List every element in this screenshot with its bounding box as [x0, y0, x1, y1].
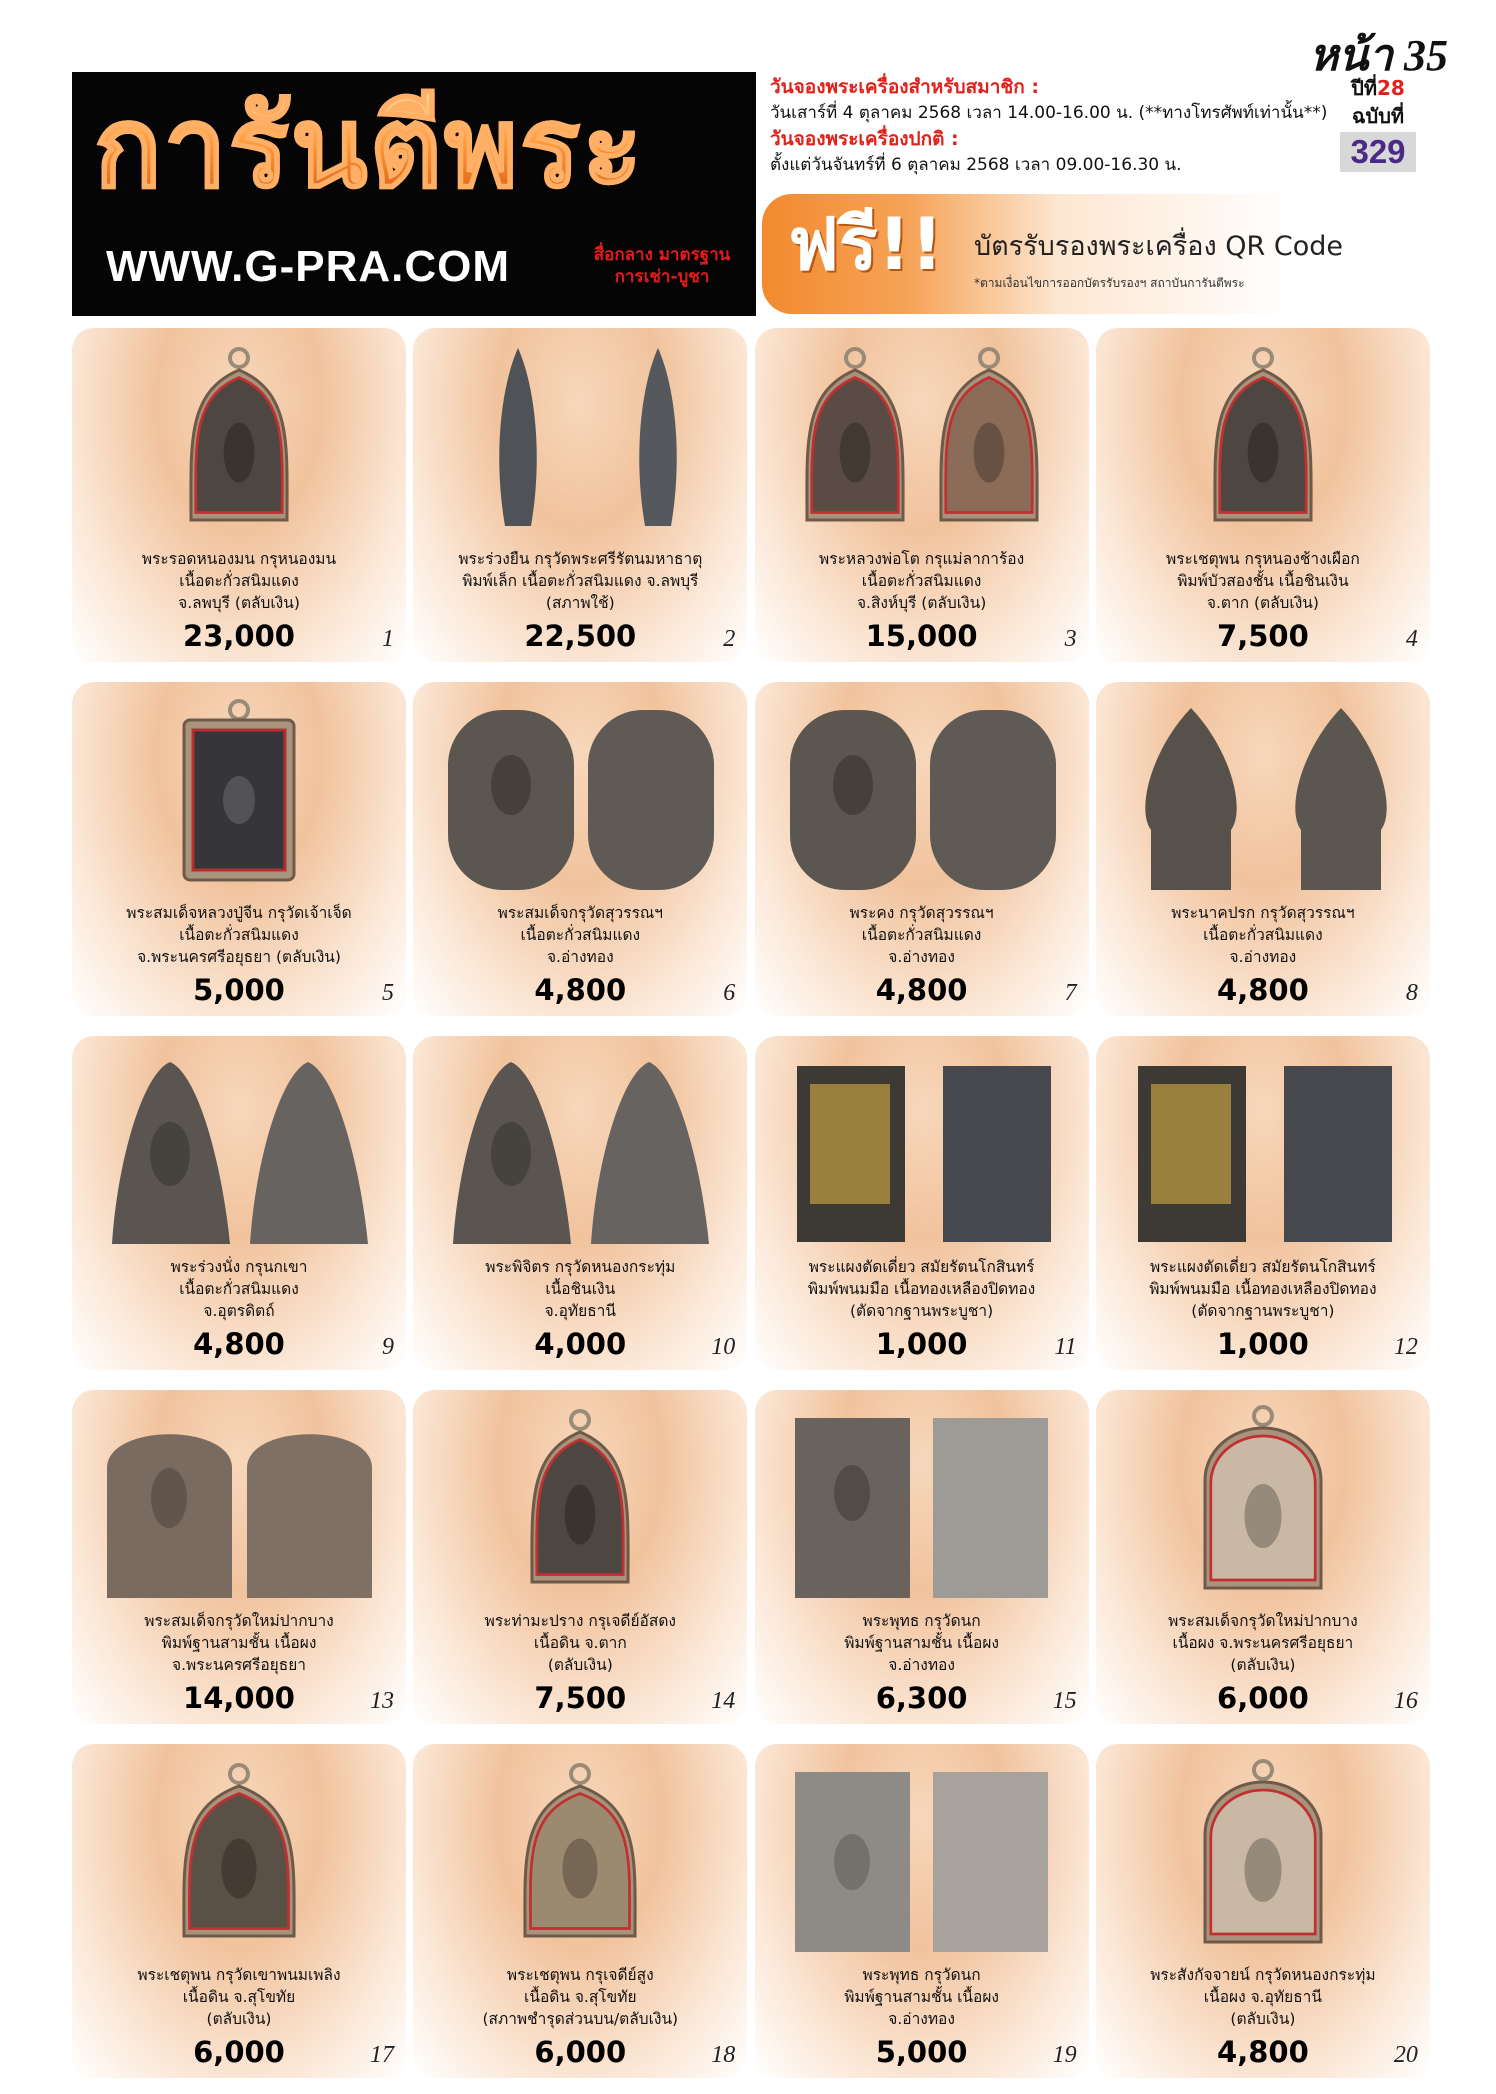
- amulet-photo: [413, 1398, 747, 1608]
- amulet-image: [1096, 690, 1430, 900]
- amulet-material: เนื้อผง จ.พระนครศรีอยุธยา: [1172, 1634, 1354, 1652]
- amulet-material: เนื้อตะกั่วสนิมแดง: [179, 572, 299, 590]
- amulet-card-7[interactable]: [755, 682, 1089, 1016]
- amulet-photo: [413, 1044, 747, 1254]
- amulet-origin: (ตัดจากฐานพระบูชา): [1191, 1302, 1335, 1320]
- amulet-origin: (สภาพชำรุดส่วนบน/ตลับเงิน): [482, 2010, 679, 2028]
- amulet-number: 3: [1064, 626, 1077, 652]
- amulet-card-9[interactable]: [72, 1036, 406, 1370]
- amulet-image: [72, 1044, 406, 1254]
- amulet-card-12[interactable]: [1096, 1036, 1430, 1370]
- amulet-photo: [1096, 690, 1430, 900]
- amulet-number: 9: [382, 1334, 394, 1360]
- amulet-material: เนื้อตะกั่วสนิมแดง: [179, 1280, 299, 1298]
- amulet-price: 6,000: [193, 2035, 285, 2069]
- amulet-origin: จ.ตาก (ตลับเงิน): [1206, 594, 1319, 612]
- amulet-origin: จ.พระนครศรีอยุธยา (ตลับเงิน): [137, 948, 341, 966]
- qr-certificate-note: *ตามเงื่อนไขการออกบัตรรับรองฯ สถาบันการันตีพระ: [974, 276, 1245, 290]
- amulet-photo: [72, 336, 406, 546]
- amulet-photo: [755, 336, 1089, 546]
- amulet-name: พระแผงตัดเดี่ยว สมัยรัตนโกสินทร์: [1150, 1258, 1376, 1276]
- amulet-card-8[interactable]: [1096, 682, 1430, 1016]
- amulet-caption: [1102, 1256, 1424, 1322]
- amulet-caption: [78, 902, 400, 968]
- amulet-caption: [419, 548, 741, 614]
- amulet-photo: [755, 1044, 1089, 1254]
- amulet-price: 4,800: [1217, 973, 1309, 1007]
- amulet-material: เนื้อตะกั่วสนิมแดง: [179, 926, 299, 944]
- amulet-material: พิมพ์ฐานสามชั้น เนื้อผง: [161, 1634, 317, 1652]
- amulet-material: พิมพ์บัวสองชั้น เนื้อชินเงิน: [1177, 572, 1349, 590]
- amulet-material: เนื้อดิน จ.สุโขทัย: [524, 1988, 637, 2006]
- amulet-caption: [78, 1964, 400, 2030]
- amulet-card-6[interactable]: [413, 682, 747, 1016]
- amulet-photo: [1096, 1398, 1430, 1608]
- amulet-number: 15: [1052, 1688, 1077, 1714]
- amulet-grid: [72, 328, 1428, 2078]
- logo-tagline-2: การเช่า-บูชา: [614, 267, 710, 287]
- amulet-material: พิมพ์พนมมือ เนื้อทองเหลืองปิดทอง: [807, 1280, 1036, 1298]
- amulet-card-10[interactable]: [413, 1036, 747, 1370]
- amulet-caption: [1102, 1964, 1424, 2030]
- amulet-origin: (ตลับเงิน): [1230, 2010, 1296, 2028]
- amulet-name: พระเชตุพน กรุวัดเขาพนมเพลิง: [137, 1966, 341, 1984]
- amulet-number: 19: [1052, 2042, 1077, 2068]
- amulet-photo: [413, 690, 747, 900]
- amulet-photo: [413, 336, 747, 546]
- logo-tagline: [572, 244, 752, 288]
- amulet-caption: [78, 548, 400, 614]
- amulet-price: 14,000: [183, 1681, 295, 1715]
- amulet-number: 4: [1405, 626, 1418, 652]
- amulet-name: พระแผงตัดเดี่ยว สมัยรัตนโกสินทร์: [808, 1258, 1035, 1276]
- amulet-price: 4,800: [875, 973, 968, 1007]
- amulet-caption: [761, 1256, 1083, 1322]
- amulet-price: 1,000: [1217, 1327, 1309, 1361]
- amulet-image: [72, 690, 406, 900]
- amulet-number: 14: [711, 1688, 736, 1714]
- amulet-name: พระสมเด็จกรุวัดใหม่ปากบาง: [1168, 1612, 1358, 1630]
- amulet-photo: [72, 1752, 406, 1962]
- amulet-caption: [761, 1964, 1083, 2030]
- qr-certificate-text: บัตรรับรองพระเครื่อง QR Code: [974, 231, 1344, 262]
- amulet-card-16[interactable]: [1096, 1390, 1430, 1724]
- amulet-price: 7,500: [1217, 619, 1309, 653]
- amulet-card-2[interactable]: [413, 328, 747, 662]
- amulet-number: 13: [370, 1688, 394, 1714]
- amulet-material: เนื้อชินเงิน: [545, 1280, 616, 1298]
- amulet-name: พระนาคปรก กรุวัดสุวรรณฯ: [1171, 904, 1355, 922]
- amulet-origin: จ.อ่างทอง: [888, 948, 955, 966]
- amulet-image: [413, 1044, 747, 1254]
- amulet-number: 10: [711, 1334, 736, 1360]
- logo-title: การันตีพระ: [94, 83, 645, 213]
- amulet-photo: [413, 1752, 747, 1962]
- amulet-price: 15,000: [865, 619, 978, 653]
- amulet-number: 12: [1393, 1334, 1418, 1360]
- year-value: 28: [1377, 76, 1405, 100]
- member-booking-text: วันเสาร์ที่ 4 ตุลาคม 2568 เวลา 14.00-16.00 น. (**ทางโทรศัพท์เท่านั้น**): [770, 103, 1328, 123]
- amulet-image: [1096, 1752, 1430, 1962]
- amulet-name: พระพิจิตร กรุวัดหนองกระทุ่ม: [485, 1258, 676, 1276]
- amulet-number: 20: [1393, 2042, 1418, 2068]
- amulet-photo: [1096, 1752, 1430, 1962]
- amulet-material: เนื้อตะกั่วสนิมแดง: [1203, 926, 1323, 944]
- amulet-origin: จ.พระนครศรีอยุธยา: [172, 1656, 306, 1674]
- amulet-caption: [78, 1610, 400, 1676]
- logo-url[interactable]: WWW.G-PRA.COM: [106, 242, 511, 291]
- booking-info: [770, 74, 1330, 178]
- amulet-name: พระสมเด็จหลวงปู่จีน กรุวัดเจ้าเจ็ด: [126, 904, 352, 922]
- amulet-card-20[interactable]: [1096, 1744, 1430, 2078]
- amulet-number: 8: [1405, 980, 1418, 1006]
- amulet-price: 7,500: [534, 1681, 627, 1715]
- amulet-material: เนื้อตะกั่วสนิมแดง: [520, 926, 641, 944]
- amulet-card-1[interactable]: [72, 328, 406, 662]
- amulet-name: พระร่วงยืน กรุวัดพระศรีรัตนมหาธาตุ: [458, 550, 703, 568]
- amulet-card-19[interactable]: [755, 1744, 1089, 2078]
- amulet-price: 6,300: [875, 1681, 968, 1715]
- amulet-material: เนื้อผง จ.อุทัยธานี: [1203, 1988, 1322, 2006]
- amulet-card-4[interactable]: [1096, 328, 1430, 662]
- amulet-number: 16: [1393, 1688, 1418, 1714]
- amulet-origin: (ตัดจากฐานพระบูชา): [850, 1302, 994, 1320]
- amulet-price: 1,000: [875, 1327, 968, 1361]
- amulet-image: [755, 336, 1089, 546]
- amulet-caption: [419, 1256, 741, 1322]
- amulet-photo: [72, 1044, 406, 1254]
- amulet-photo: [72, 690, 406, 900]
- amulet-price: 5,000: [875, 2035, 968, 2069]
- amulet-name: พระเชตุพน กรุหนองช้างเผือก: [1166, 550, 1360, 568]
- amulet-card-14[interactable]: [413, 1390, 747, 1724]
- amulet-origin: (ตลับเงิน): [206, 2010, 272, 2028]
- amulet-name: พระท่ามะปราง กรุเจดีย์อัสดง: [484, 1612, 676, 1630]
- amulet-photo: [72, 1398, 406, 1608]
- amulet-caption: [1102, 548, 1424, 614]
- amulet-material: พิมพ์พนมมือ เนื้อทองเหลืองปิดทอง: [1149, 1280, 1377, 1298]
- amulet-name: พระเชตุพน กรุเจดีย์สูง: [506, 1966, 654, 1984]
- amulet-price: 4,800: [193, 1327, 285, 1361]
- amulet-name: พระสมเด็จกรุวัดสุวรรณฯ: [497, 904, 663, 922]
- amulet-material: เนื้อดิน จ.สุโขทัย: [182, 1988, 296, 2006]
- year-row: [1338, 74, 1418, 102]
- amulet-price: 5,000: [193, 973, 285, 1007]
- amulet-image: [72, 336, 406, 546]
- amulet-name: พระคง กรุวัดสุวรรณฯ: [849, 904, 994, 922]
- amulet-origin: (สภาพใช้): [545, 594, 615, 612]
- amulet-origin: จ.อุทัยธานี: [544, 1302, 616, 1320]
- free-label: ฟรี!!: [788, 202, 944, 286]
- issue-number: 329: [1340, 132, 1416, 172]
- amulet-image: [755, 1044, 1089, 1254]
- amulet-image: [413, 690, 747, 900]
- amulet-name: พระหลวงพ่อโต กรุแม่ลาการ้อง: [819, 550, 1025, 568]
- amulet-photo: [1096, 336, 1430, 546]
- amulet-caption: [1102, 1610, 1424, 1676]
- amulet-caption: [419, 1610, 741, 1676]
- year-label: ปีที่: [1351, 76, 1378, 100]
- amulet-image: [755, 1398, 1089, 1608]
- amulet-material: เนื้อดิน จ.ตาก: [533, 1634, 627, 1652]
- amulet-number: 7: [1064, 980, 1077, 1006]
- amulet-image: [1096, 1398, 1430, 1608]
- amulet-price: 6,000: [1217, 1681, 1309, 1715]
- member-booking-label: วันจองพระเครื่องสำหรับสมาชิก :: [770, 76, 1039, 98]
- amulet-price: 4,800: [1217, 2035, 1309, 2069]
- amulet-number: 18: [711, 2042, 736, 2068]
- amulet-number: 17: [370, 2042, 394, 2068]
- amulet-photo: [755, 690, 1089, 900]
- amulet-card-15[interactable]: [755, 1390, 1089, 1724]
- amulet-card-11[interactable]: [755, 1036, 1089, 1370]
- amulet-caption: [761, 548, 1083, 614]
- amulet-origin: จ.อ่างทอง: [1229, 948, 1297, 966]
- amulet-photo: [1096, 1044, 1430, 1254]
- amulet-origin: จ.อ่างทอง: [888, 1656, 955, 1674]
- amulet-origin: จ.อ่างทอง: [546, 948, 614, 966]
- amulet-card-13[interactable]: [72, 1390, 406, 1724]
- amulet-photo: [755, 1752, 1089, 1962]
- amulet-name: พระพุทธ กรุวัดนก: [862, 1612, 981, 1630]
- regular-booking-label: วันจองพระเครื่องปกติ :: [770, 128, 959, 150]
- amulet-photo: [755, 1398, 1089, 1608]
- amulet-name: พระสมเด็จกรุวัดใหม่ปากบาง: [144, 1612, 334, 1630]
- amulet-material: เนื้อตะกั่วสนิมแดง: [861, 572, 982, 590]
- amulet-number: 2: [723, 626, 736, 652]
- amulet-price: 6,000: [534, 2035, 627, 2069]
- amulet-material: เนื้อตะกั่วสนิมแดง: [861, 926, 982, 944]
- amulet-image: [755, 1752, 1089, 1962]
- amulet-caption: [761, 902, 1083, 968]
- amulet-number: 5: [382, 980, 394, 1006]
- amulet-origin: จ.สิงห์บุรี (ตลับเงิน): [856, 594, 987, 612]
- amulet-number: 6: [723, 980, 736, 1006]
- amulet-caption: [78, 1256, 400, 1322]
- amulet-card-3[interactable]: [755, 328, 1089, 662]
- amulet-image: [413, 1752, 747, 1962]
- amulet-caption: [1102, 902, 1424, 968]
- amulet-price: 22,500: [524, 619, 637, 653]
- amulet-origin: (ตลับเงิน): [1230, 1656, 1296, 1674]
- amulet-image: [1096, 1044, 1430, 1254]
- regular-booking-text: ตั้งแต่วันจันทร์ที่ 6 ตุลาคม 2568 เวลา 09.00-16.30 น.: [770, 155, 1182, 175]
- amulet-card-5[interactable]: [72, 682, 406, 1016]
- magazine-logo: [72, 72, 756, 316]
- amulet-name: พระสังกัจจายน์ กรุวัดหนองกระทุ่ม: [1150, 1966, 1376, 1984]
- amulet-image: [72, 1752, 406, 1962]
- amulet-image: [413, 1398, 747, 1608]
- logo-tagline-1: สื่อกลาง มาตรฐาน: [593, 245, 731, 265]
- amulet-caption: [419, 1964, 741, 2030]
- amulet-name: พระพุทธ กรุวัดนก: [862, 1966, 981, 1984]
- amulet-caption: [419, 902, 741, 968]
- amulet-material: พิมพ์ฐานสามชั้น เนื้อผง: [844, 1988, 999, 2006]
- amulet-image: [1096, 336, 1430, 546]
- amulet-card-17[interactable]: [72, 1744, 406, 2078]
- free-qr-banner: [762, 194, 1426, 314]
- amulet-price: 23,000: [183, 619, 295, 653]
- amulet-caption: [761, 1610, 1083, 1676]
- amulet-origin: จ.อุตรดิตถ์: [203, 1302, 275, 1320]
- amulet-origin: จ.ลพบุรี (ตลับเงิน): [178, 594, 300, 612]
- amulet-price: 4,000: [534, 1327, 627, 1361]
- amulet-name: พระร่วงนั่ง กรุนกเขา: [170, 1258, 308, 1276]
- issue-label: ฉบับที่: [1351, 104, 1405, 128]
- amulet-origin: จ.อ่างทอง: [888, 2010, 955, 2028]
- amulet-card-18[interactable]: [413, 1744, 747, 2078]
- amulet-image: [413, 336, 747, 546]
- amulet-origin: (ตลับเงิน): [547, 1656, 613, 1674]
- amulet-material: พิมพ์ฐานสามชั้น เนื้อผง: [844, 1634, 999, 1652]
- amulet-name: พระรอดหนองมน กรุหนองมน: [141, 550, 337, 568]
- amulet-image: [72, 1398, 406, 1608]
- amulet-price: 4,800: [534, 973, 627, 1007]
- amulet-image: [755, 690, 1089, 900]
- amulet-number: 1: [382, 626, 394, 652]
- amulet-number: 11: [1054, 1334, 1077, 1360]
- page-number: หน้า 35: [1309, 31, 1448, 80]
- amulet-material: พิมพ์เล็ก เนื้อตะกั่วสนิมแดง จ.ลพบุรี: [462, 572, 699, 590]
- issue-box: [1338, 74, 1418, 172]
